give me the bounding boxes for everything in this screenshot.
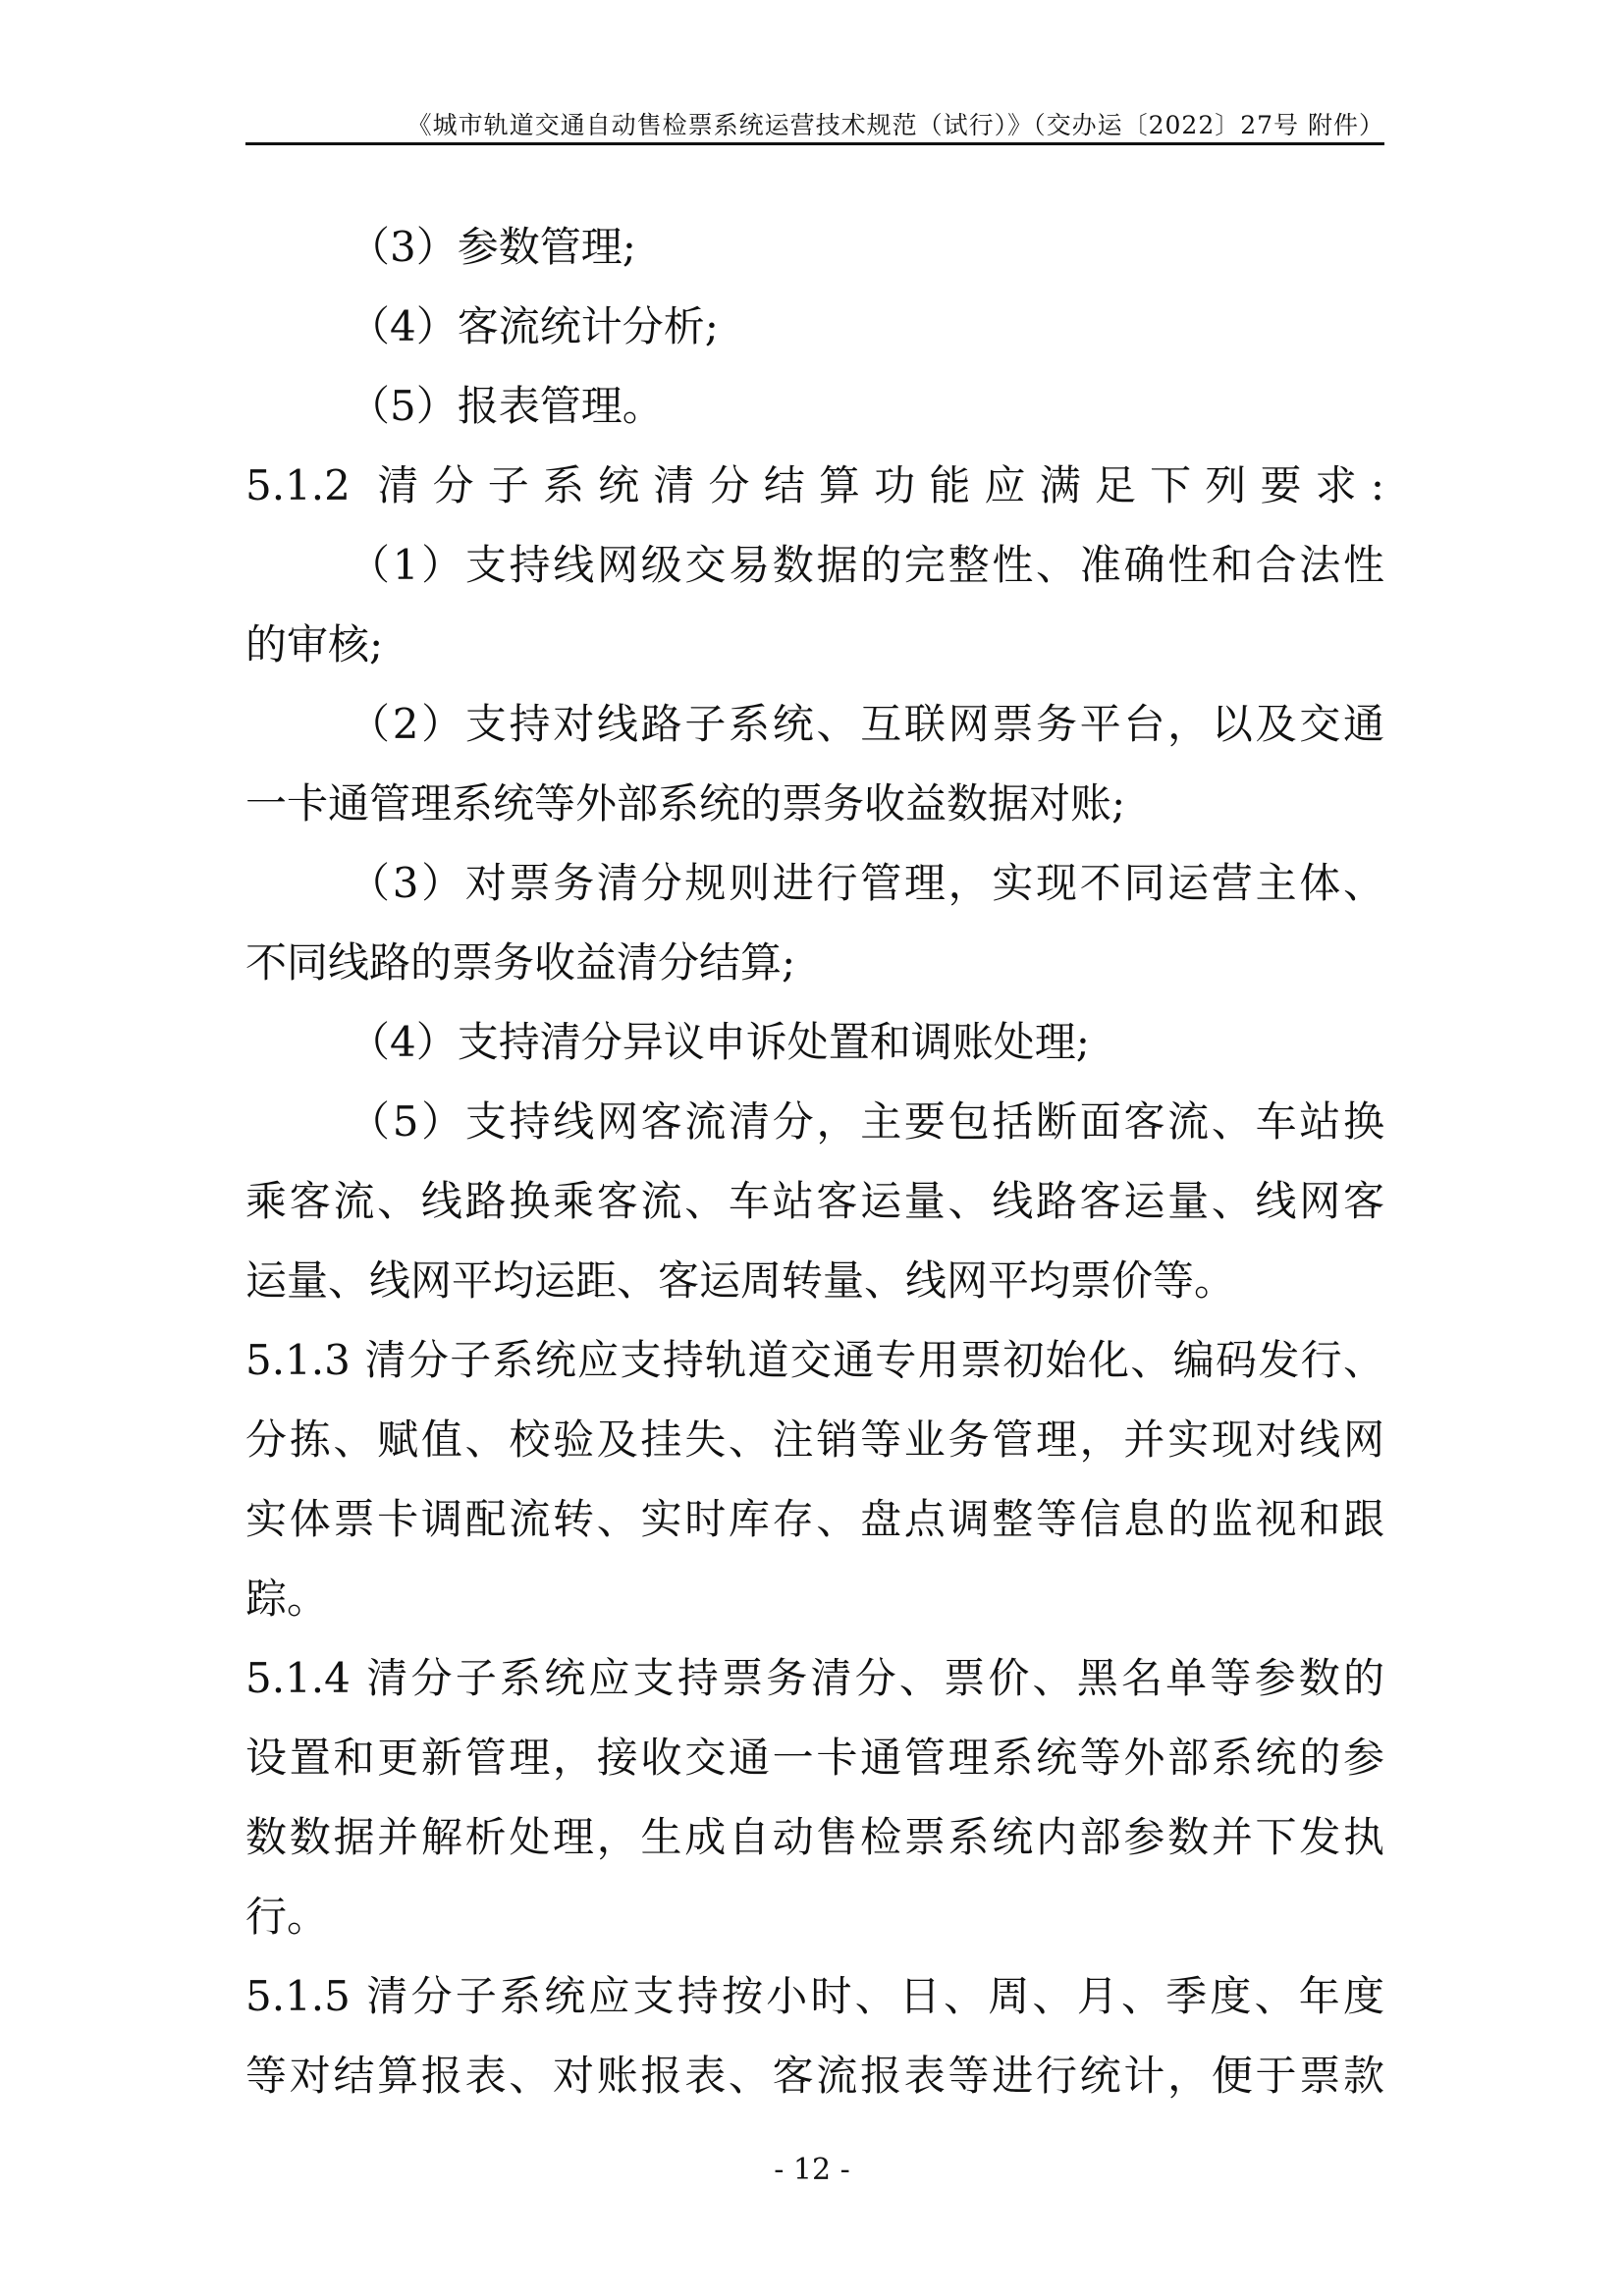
- list-item-report-management: （5）报表管理。: [349, 382, 664, 430]
- clause-5-1-2-item-3-line-1: （3）对票务清分规则进行管理，实现不同运营主体、: [349, 859, 1384, 907]
- clause-5-1-3-line-4: 踪。: [245, 1575, 329, 1623]
- clause-5-1-2-item-1-line-2: 的审核;: [245, 620, 384, 668]
- clause-5-1-2-heading: 5.1.2 清分子系统清分结算功能应满足下列要求:: [245, 461, 1384, 509]
- clause-5-1-3-line-3: 实体票卡调配流转、实时库存、盘点调整等信息的监视和跟: [245, 1495, 1384, 1543]
- list-item-passenger-flow-analysis: （4）客流统计分析;: [349, 302, 719, 350]
- clause-5-1-2-item-4: （4）支持清分异议申诉处置和调账处理;: [349, 1018, 1090, 1066]
- clause-5-1-5-line-2: 等对结算报表、对账报表、客流报表等进行统计，便于票款: [245, 2052, 1384, 2100]
- clause-5-1-4-line-2: 设置和更新管理，接收交通一卡通管理系统等外部系统的参: [245, 1734, 1384, 1782]
- clause-5-1-2-item-2-line-1: （2）支持对线路子系统、互联网票务平台，以及交通: [349, 700, 1384, 748]
- clause-5-1-2-item-5-line-2: 乘客流、线路换乘客流、车站客运量、线路客运量、线网客: [245, 1177, 1384, 1225]
- page-number: - 12 -: [774, 2153, 850, 2187]
- clause-5-1-4-line-4: 行。: [245, 1893, 329, 1941]
- clause-5-1-4-line-3: 数数据并解析处理，生成自动售检票系统内部参数并下发执: [245, 1813, 1384, 1861]
- clause-5-1-2-item-5-line-1: （5）支持线网客流清分，主要包括断面客流、车站换: [349, 1097, 1384, 1146]
- clause-5-1-2-item-3-line-2: 不同线路的票务收益清分结算;: [245, 938, 796, 987]
- clause-5-1-5-line-1: 5.1.5 清分子系统应支持按小时、日、周、月、季度、年度: [245, 1972, 1384, 2020]
- header-rule: [245, 142, 1384, 145]
- clause-5-1-2-item-2-line-2: 一卡通管理系统等外部系统的票务收益数据对账;: [245, 779, 1126, 828]
- list-item-parameter-management: （3）参数管理;: [349, 223, 636, 271]
- clause-5-1-2-item-5-line-3: 运量、线网平均运距、客运周转量、线网平均票价等。: [245, 1256, 1236, 1305]
- clause-5-1-2-item-1-line-1: （1）支持线网级交易数据的完整性、准确性和合法性: [349, 541, 1384, 589]
- clause-5-1-3-line-1: 5.1.3 清分子系统应支持轨道交通专用票初始化、编码发行、: [245, 1336, 1384, 1384]
- page-header: 《城市轨道交通自动售检票系统运营技术规范（试行）》（交办运〔2022〕27号 附件）: [406, 111, 1384, 139]
- clause-5-1-3-line-2: 分拣、赋值、校验及挂失、注销等业务管理，并实现对线网: [245, 1415, 1384, 1464]
- clause-5-1-4-line-1: 5.1.4 清分子系统应支持票务清分、票价、黑名单等参数的: [245, 1654, 1384, 1702]
